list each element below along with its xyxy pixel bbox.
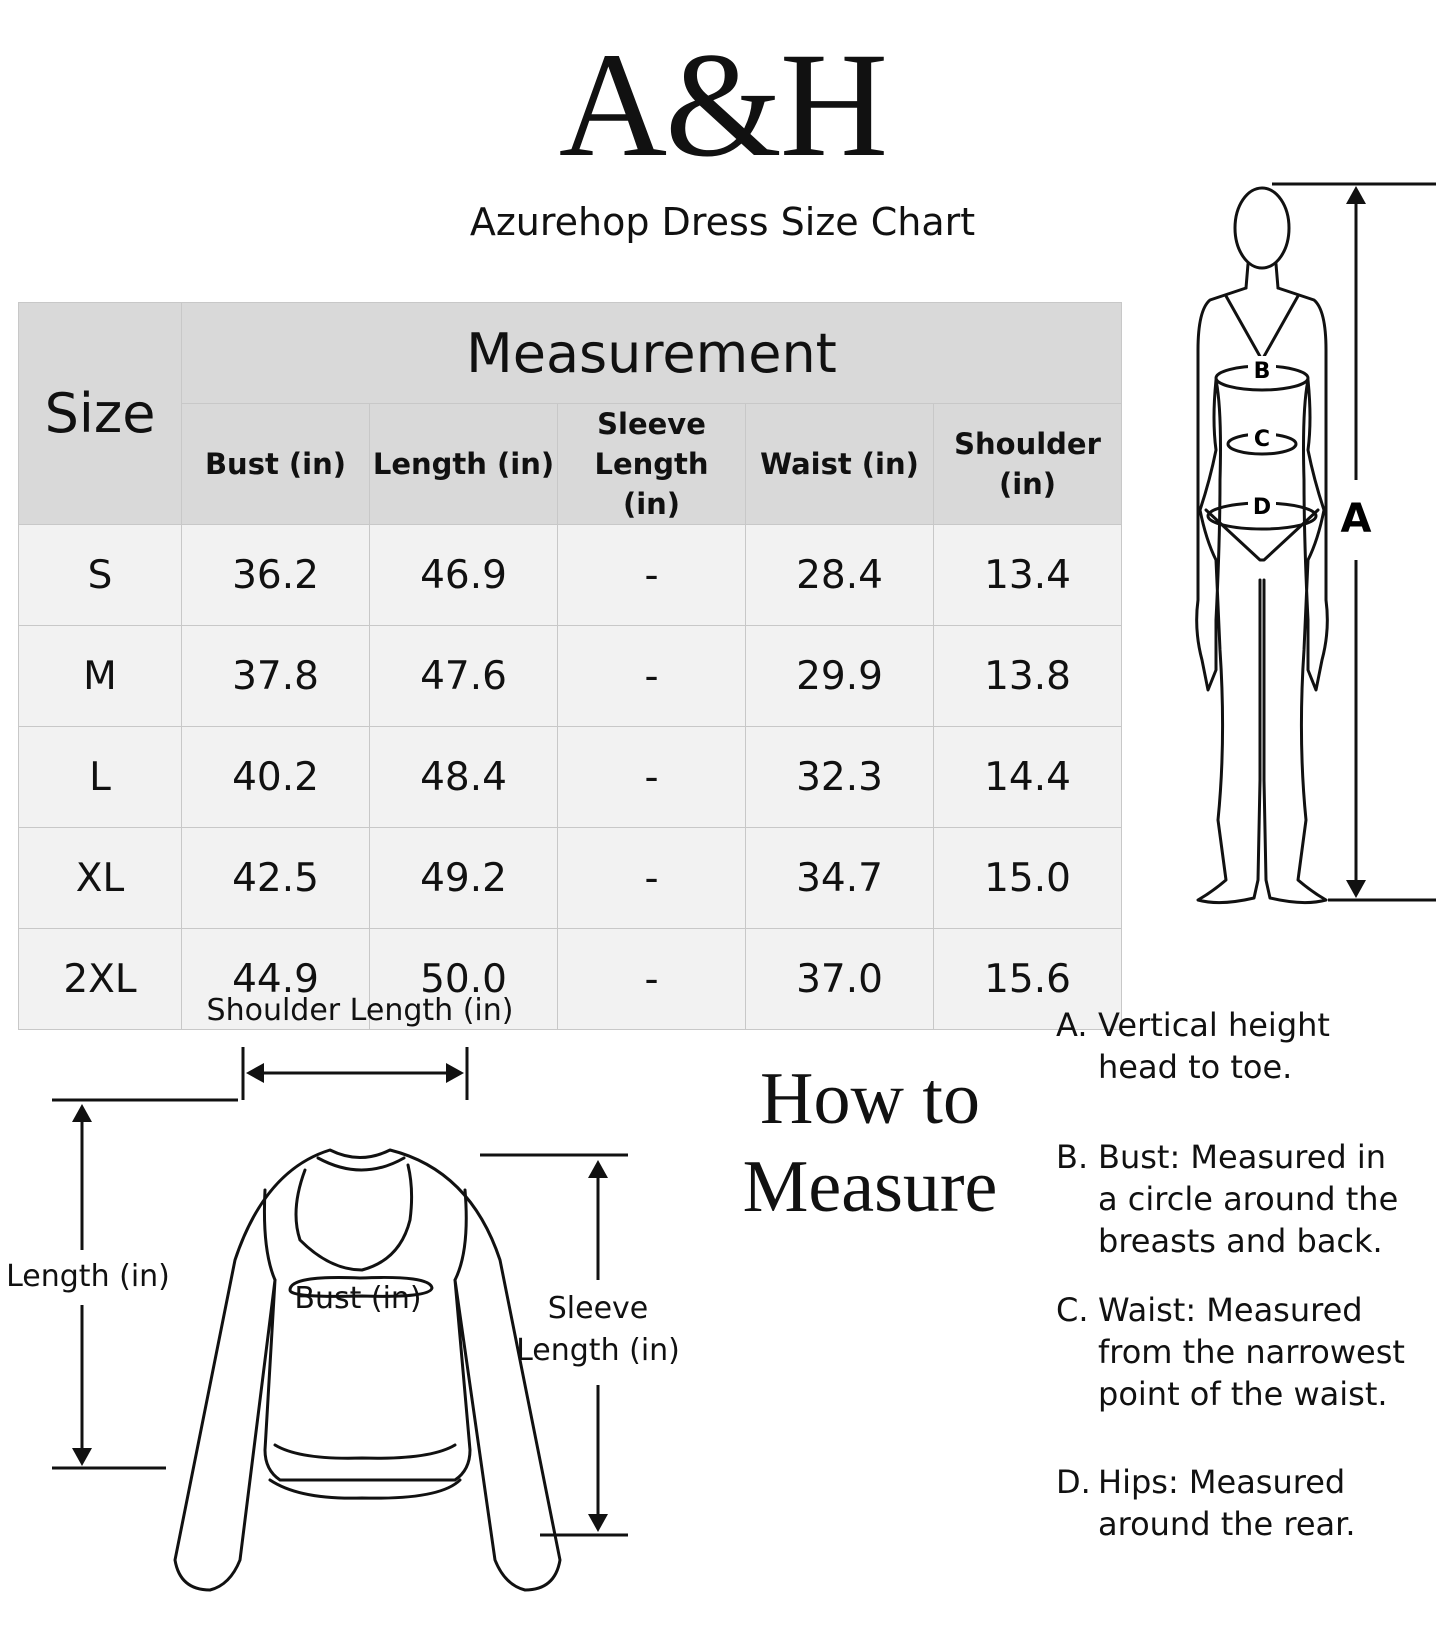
- bust-cell: 42.5: [182, 828, 370, 929]
- sleeve-cell: -: [558, 828, 746, 929]
- sleeve-cell: -: [558, 525, 746, 626]
- label-a: A: [1340, 496, 1372, 542]
- label-d: D: [1252, 495, 1272, 520]
- sleeve-cell: -: [558, 626, 746, 727]
- sleeve-cell: -: [558, 727, 746, 828]
- table-row: [19, 828, 1122, 929]
- table-row: [19, 525, 1122, 626]
- length-cell: 50.0: [370, 929, 558, 1030]
- shoulder-cell: 15.6: [934, 929, 1122, 1030]
- size-header: Size: [19, 303, 182, 525]
- sleeve-arrow-head-down: [588, 1514, 608, 1532]
- column-header-length: Length (in): [370, 404, 558, 525]
- waist-cell: 34.7: [746, 828, 934, 929]
- brand-logo: A&H: [558, 22, 887, 188]
- size-cell: XL: [19, 828, 182, 929]
- size-cell: S: [19, 525, 182, 626]
- table-row: [19, 626, 1122, 727]
- instruction-c: C. Waist: Measured from the narrowest point of the waist.: [1056, 1291, 1405, 1413]
- chart-subtitle: Azurehop Dress Size Chart: [469, 200, 976, 244]
- label-b: B: [1253, 359, 1271, 384]
- instruction-letter: D.: [1056, 1463, 1091, 1501]
- waist-cell: 32.3: [746, 727, 934, 828]
- length-arrow-head-up: [72, 1104, 92, 1122]
- shoulder-cell: 13.8: [934, 626, 1122, 727]
- shoulder-cell: 13.4: [934, 525, 1122, 626]
- column-header-shoulder: Shoulder (in): [934, 404, 1122, 525]
- garment-hem: [275, 1445, 455, 1458]
- bust-cell: 44.9: [182, 929, 370, 1030]
- table-row: [19, 727, 1122, 828]
- waist-cell: 29.9: [746, 626, 934, 727]
- body-figure-diagram: [1180, 180, 1445, 950]
- bust-cell: 37.8: [182, 626, 370, 727]
- sleeve-length-label: [510, 1288, 686, 1372]
- shoulder-arrow-head-left: [246, 1063, 264, 1083]
- instruction-a: A. Vertical height head to toe.: [1056, 1006, 1330, 1086]
- shoulder-arrow-head-right: [446, 1063, 464, 1083]
- instruction-letter: B.: [1056, 1138, 1089, 1176]
- how-to-line1: How to: [760, 1058, 980, 1140]
- how-to-line2: Measure: [742, 1146, 998, 1228]
- height-arrow-head-down: [1346, 880, 1366, 898]
- measurement-header: Measurement: [182, 303, 1122, 404]
- instruction-d: D. Hips: Measured around the rear.: [1056, 1463, 1356, 1543]
- how-to-measure-heading: [740, 1055, 1000, 1231]
- instruction-letter: A.: [1056, 1006, 1088, 1044]
- length-label: Length (in): [6, 1259, 170, 1294]
- instruction-b: B. Bust: Measured in a circle around the breasts and back.: [1056, 1138, 1399, 1260]
- sleeve-arrow-head-up: [588, 1160, 608, 1178]
- column-header-sleeve: Sleeve Length (in): [558, 404, 746, 525]
- length-cell: 48.4: [370, 727, 558, 828]
- figure-head: [1235, 188, 1289, 268]
- garment-outline: [175, 1150, 560, 1590]
- column-header-waist: Waist (in): [746, 404, 934, 525]
- waist-cell: 37.0: [746, 929, 934, 1030]
- shoulder-cell: 15.0: [934, 828, 1122, 929]
- sleeve-label-line1: Sleeve: [547, 1291, 649, 1326]
- length-cell: 46.9: [370, 525, 558, 626]
- sleeve-cell: -: [558, 929, 746, 1030]
- waist-cell: 28.4: [746, 525, 934, 626]
- shoulder-length-label: Shoulder Length (in): [206, 993, 514, 1028]
- bust-cell: 36.2: [182, 525, 370, 626]
- bust-label: Bust (in): [294, 1281, 422, 1316]
- shoulder-cell: 14.4: [934, 727, 1122, 828]
- length-cell: 49.2: [370, 828, 558, 929]
- size-cell: L: [19, 727, 182, 828]
- sleeve-label-line2: Length (in): [516, 1333, 680, 1368]
- length-cell: 47.6: [370, 626, 558, 727]
- length-arrow-head-down: [72, 1448, 92, 1466]
- label-c: C: [1253, 427, 1271, 452]
- size-table: [18, 302, 1122, 1030]
- bust-cell: 40.2: [182, 727, 370, 828]
- size-cell: 2XL: [19, 929, 182, 1030]
- column-header-bust: Bust (in): [182, 404, 370, 525]
- instruction-letter: C.: [1056, 1291, 1089, 1329]
- height-arrow-head-up: [1346, 186, 1366, 204]
- garment-neckline: [296, 1165, 412, 1270]
- size-cell: M: [19, 626, 182, 727]
